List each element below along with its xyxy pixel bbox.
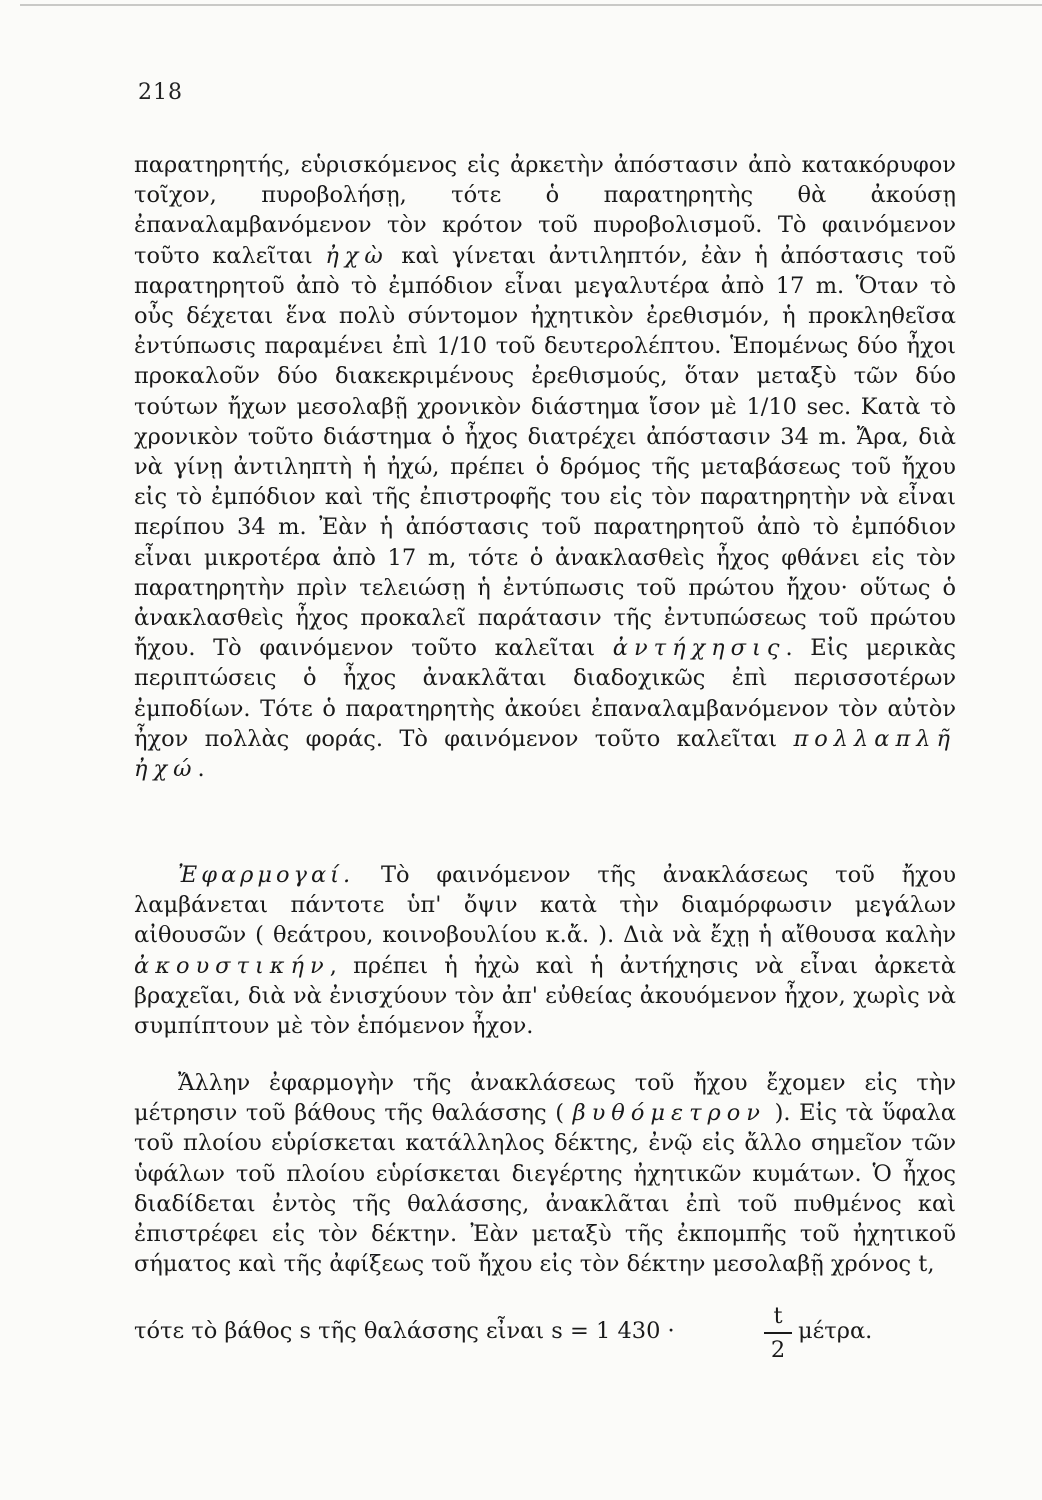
paragraph-depth-sounder xyxy=(134,1068,956,1279)
term-depth-sounder: βυθόμετρον xyxy=(572,1100,766,1127)
term-acoustics: ἀκουστικήν xyxy=(134,952,330,979)
top-border-rule xyxy=(20,4,1042,6)
paragraph-text: Ἄλλην ἐφαρμογὴν τῆς ἀνακλάσεως τοῦ ἤχου ἔχομεν εἰς τὴν μέτρησιν τοῦ βάθους τῆς θαλάσσης ( xyxy=(134,1070,956,1127)
term-multiple-echo: πολλαπλῆ ἠχώ xyxy=(134,725,957,783)
fraction-denominator: 2 xyxy=(770,1337,786,1363)
paragraph-text: παρατηρητής, εὑρισκόμενος εἰς ἀρκετὴν ἀπόστασιν ἀπὸ κατακόρυφον τοῖχον, πυροβολήσῃ, τότε ὁ παρατηρητὴς θὰ ἀκούσῃ ἐπαναλαμβανόμενον τὸν κρότον τοῦ πυροβολισμοῦ. Τὸ φαινόμενον τοῦτο καλεῖται xyxy=(134,152,956,269)
formula-fraction xyxy=(764,1302,792,1364)
paragraph-echo xyxy=(134,150,956,784)
formula-prefix: τότε τὸ βάθος s τῆς θαλάσσης εἶναι s = 1 430 · xyxy=(134,1318,675,1344)
paragraph-text: . Εἰς μερικὰς περιπτώσεις ὁ ἦχος ἀνακλᾶται διαδοχικῶς ἐπὶ περισσοτέρων ἐμποδίων. Τότε ὁ παρατηρητὴς ἀκούει ἐπαναλαμβανόμενον τὸν αὐτὸν ἦχον πολλὰς φοράς. Τὸ φαινόμενον τοῦτο καλεῖται xyxy=(134,635,956,752)
paragraph-applications xyxy=(134,860,956,1041)
formula-unit: μέτρα. xyxy=(798,1318,873,1344)
term-reverberation: ἀντήχησις xyxy=(612,635,786,662)
paragraph-text: . xyxy=(197,756,205,783)
paragraph-text: , πρέπει ἡ ἠχὼ καὶ ἡ ἀντήχησις νὰ εἶναι ἀρκετὰ βραχεῖαι, διὰ νὰ ἐνισχύουν τὸν ἀπ' εὐθείας ἀκουόμενον ἦχον, χωρὶς νὰ συμπίπτουν μὲ τὸν ἑπόμενον ἦχον. xyxy=(134,952,956,1040)
page-number: 218 xyxy=(138,80,183,105)
paragraph-text: Τὸ φαινόμενον τῆς ἀνακλάσεως τοῦ ἤχου λαμβάνεται πάντοτε ὑπ' ὄψιν κατὰ τὴν διαμόρφωσιν μεγάλων αἰθουσῶν ( θεάτρου, κοινοβουλίου κ.ἄ. ). Διὰ νὰ ἔχῃ ἡ αἴθουσα καλὴν xyxy=(134,862,957,949)
fraction-numerator: t xyxy=(773,1303,783,1329)
fraction-bar xyxy=(764,1332,792,1334)
paragraph-text: καὶ γίνεται ἀντιληπτόν, ἐὰν ἡ ἀπόστασις τοῦ παρατηρητοῦ ἀπὸ τὸ ἐμπόδιον εἶναι μεγαλυτέρα ἀπὸ 17 m. Ὅταν τὸ οὖς δέχεται ἕνα πολὺ σύντομον ἠχητικὸν ἐρεθισμόν, ἡ προκληθεῖσα ἐντύπωσις παραμένει ἐπὶ 1/10 τοῦ δευτερολέπτου. Ἑπομένως δύο ἦχοι προκαλοῦν δύο διακεκριμένους ἐρεθισμούς, ὅταν μεταξὺ τῶν δύο τούτων ἤχων μεσολαβῇ χρονικὸν διάστημα ἴσον μὲ 1/10 sec. Κατὰ τὸ χρονικὸν τοῦτο διάστημα ὁ ἦχος διατρέχει ἀπόστασιν 34 m. Ἄρα, διὰ νὰ γίνῃ ἀντιληπτὴ ἡ ἠχώ, πρέπει ὁ δρόμος τῆς μεταβάσεως τοῦ ἤχου εἰς τὸ ἐμπόδιον καὶ τῆς ἐπιστροφῆς του εἰς τὸν παρατηρητὴν νὰ εἶναι περίπου 34 m. Ἐὰν ἡ ἀπόστασις τοῦ παρατηρητοῦ ἀπὸ τὸ ἐμπόδιον εἶναι μικροτέρα ἀπὸ 17 m, τότε ὁ ἀνακλασθεὶς ἦχος φθάνει εἰς τὸν παρατηρητὴν πρὶν τελειώσῃ ἡ ἐντύπωσις τοῦ πρώτου ἤχου· οὕτως ὁ ἀνακλασθεὶς ἦχος προκαλεῖ παράτασιν τῆς ἐντυπώσεως τοῦ πρώτου ἤχου. Τὸ φαινόμενον τοῦτο καλεῖται xyxy=(134,242,956,662)
term-echo: ἠχὼ xyxy=(325,242,389,269)
paragraph-text: ). Εἰς τὰ ὕφαλα τοῦ πλοίου εὑρίσκεται κατάλληλος δέκτης, ἐνῷ εἰς ἄλλο σημεῖον τῶν ὑφάλων τοῦ πλοίου εὑρίσκεται διεγέρτης ἠχητικῶν κυμάτων. Ὁ ἦχος διαδίδεται ἐντὸς τῆς θαλάσσης, ἀνακλᾶται ἐπὶ τοῦ πυθμένος καὶ ἐπιστρέφει εἰς τὸν δέκτην. Ἐὰν μεταξὺ τῆς ἐκπομπῆς τοῦ ἠχητικοῦ σήματος καὶ τῆς ἀφίξεως τοῦ ἤχου εἰς τὸν δέκτην μεσολαβῇ χρόνος t, xyxy=(134,1100,957,1278)
section-heading-applications: Ἐφαρμογαί. xyxy=(178,862,355,888)
depth-formula xyxy=(134,1302,956,1368)
